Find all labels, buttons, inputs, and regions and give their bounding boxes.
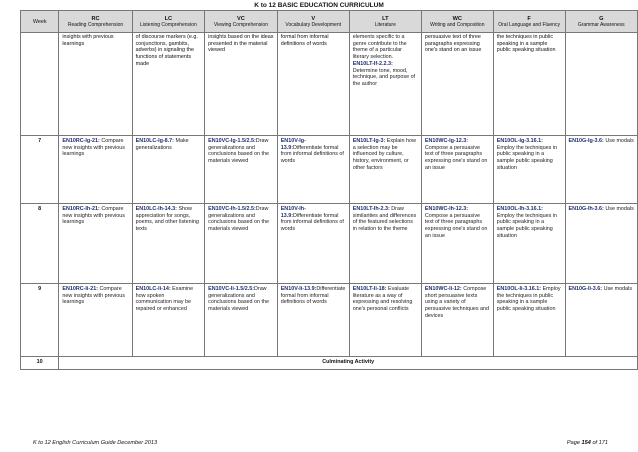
table-row-week-9	[21, 284, 638, 357]
cell-vc: EN10VC-Ig-1.5/2.5:Draw generalizations and conclusions based on the materials viewed	[205, 136, 278, 204]
column-header-lt: LT Literature	[349, 11, 421, 33]
cell-v: EN10V-Ih-13.9:Differentiate formal from informal definitions of words	[277, 204, 349, 284]
cell-wc: persuasive text of three paragraphs expressing one's stand on an issue	[421, 33, 493, 136]
column-header-rc: RC Reading Comprehension	[59, 11, 132, 33]
cell-f: EN10OL-Ii-3.16.1: Employ the techniques in public speaking in a sample public speaking situation	[493, 284, 565, 357]
cell-lc: EN10LC-Ii-14: Examine how spoken communication may be repaired or enhanced	[132, 284, 205, 357]
cell-wc: EN10WC-Ig-12.3: Compose a persuasive text of three paragraphs expressing one's stand on an issue	[421, 136, 493, 204]
cell-g	[565, 33, 638, 136]
cell-rc: insights with previous learnings	[59, 33, 132, 136]
cell-lt: EN10LT-Ii-18: Evaluate literature as a way of expressing and resolving one's personal conflicts	[349, 284, 421, 357]
header-row	[21, 11, 638, 33]
cell-vc: EN10VC-Ih-1.5/2.5:Draw generalizations and conclusions based on the materials viewed	[205, 204, 278, 284]
culminating-activity: Culminating Activity	[59, 357, 638, 370]
week-cell: 8	[21, 204, 59, 284]
column-header-lc: LC Listening Comprehension	[132, 11, 205, 33]
cell-wc: EN10WC-Ih-12.3: Compose a persuasive text of three paragraphs expressing one's stand on an issue	[421, 204, 493, 284]
cell-f: EN10OL-Ig-3.16.1: Employ the techniques in public speaking in a sample public speaking situation	[493, 136, 565, 204]
week-cell: 9	[21, 284, 59, 357]
cell-g: EN10G-Ig-3.6: Use modals	[565, 136, 638, 204]
cell-v: EN10V-Ig-13.9:Differentiate formal from informal definitions of words	[277, 136, 349, 204]
cell-rc: EN10RC-Ih-21: Compare new insights with previous learnings	[59, 204, 132, 284]
cell-g: EN10G-Ii-3.6: Use modals	[565, 284, 638, 357]
table-row-continued	[21, 33, 638, 136]
cell-v: EN10V-Ii-13.9:Differentiate formal from informal definitions of words	[277, 284, 349, 357]
curriculum-table	[20, 10, 638, 370]
cell-vc: insights based on the ideas presented in the material viewed	[205, 33, 278, 136]
cell-vc: EN10VC-Ii-1.5/2.5:Draw generalizations and conclusions based on the materials viewed	[205, 284, 278, 357]
cell-lt: elements specific to a genre contribute to the theme of a particular literary selection. EN10LT-If-2.2.3: Determine tone, mood, technique, and purpose of the author	[349, 33, 421, 136]
table-row-week-7	[21, 136, 638, 204]
footer-guide-title: K to 12 English Curriculum Guide December 2013	[33, 440, 158, 446]
column-header-vc: VC Viewing Comprehension	[205, 11, 278, 33]
week-cell: 10	[21, 357, 59, 370]
cell-lc: of discourse markers (e.g. conjunctions, gambits, adverbs) in signaling the functions of statements made	[132, 33, 205, 136]
column-header-f: F Oral Language and Fluency	[493, 11, 565, 33]
column-header-g: G Grammar Awareness	[565, 11, 638, 33]
cell-g: EN10G-Ih-3.6: Use modals	[565, 204, 638, 284]
lt-code: EN10LT-If-2.2.3:	[352, 60, 393, 67]
cell-lc: EN10LC-Ih-14.3: Show appreciation for songs, poems, and other listening texts	[132, 204, 205, 284]
cell-lc: EN10LC-Ig-8.7: Make generalizations	[132, 136, 205, 204]
cell-f: EN10OL-Ih-3.16.1: Employ the techniques in public speaking in a sample public speaking situation	[493, 204, 565, 284]
cell-lt: EN10LT-Ih-2.3: Draw similarities and differences of the featured selections in relation to the theme	[349, 204, 421, 284]
week-cell: 7	[21, 136, 59, 204]
cell-wc: EN10WC-Ii-12: Compose short persuasive texts using a variety of persuasive techniques and devices	[421, 284, 493, 357]
page-title: K to 12 BASIC EDUCATION CURRICULUM	[254, 2, 384, 9]
column-header-v: V Vocabulary Development	[277, 11, 349, 33]
column-header-wc: WC Writing and Composition	[421, 11, 493, 33]
week-header: Week	[21, 11, 59, 33]
cell-rc: EN10RC-Ig-21: Compare new insights with previous learnings	[59, 136, 132, 204]
footer-page-number: Page 154 of 171	[566, 440, 608, 446]
cell-v: formal from informal definitions of words	[277, 33, 349, 136]
cell-rc: EN10RC-Ii-21: Compare new insights with previous learnings	[59, 284, 132, 357]
table-row-week-10	[21, 357, 638, 370]
cell-lt: EN10LT-Ig-3: Explain how a selection may be influenced by culture, history, environment, or other factors	[349, 136, 421, 204]
table-row-week-8	[21, 204, 638, 284]
week-cell	[21, 33, 59, 136]
cell-f: the techniques in public speaking in a sample public speaking situation	[493, 33, 565, 136]
